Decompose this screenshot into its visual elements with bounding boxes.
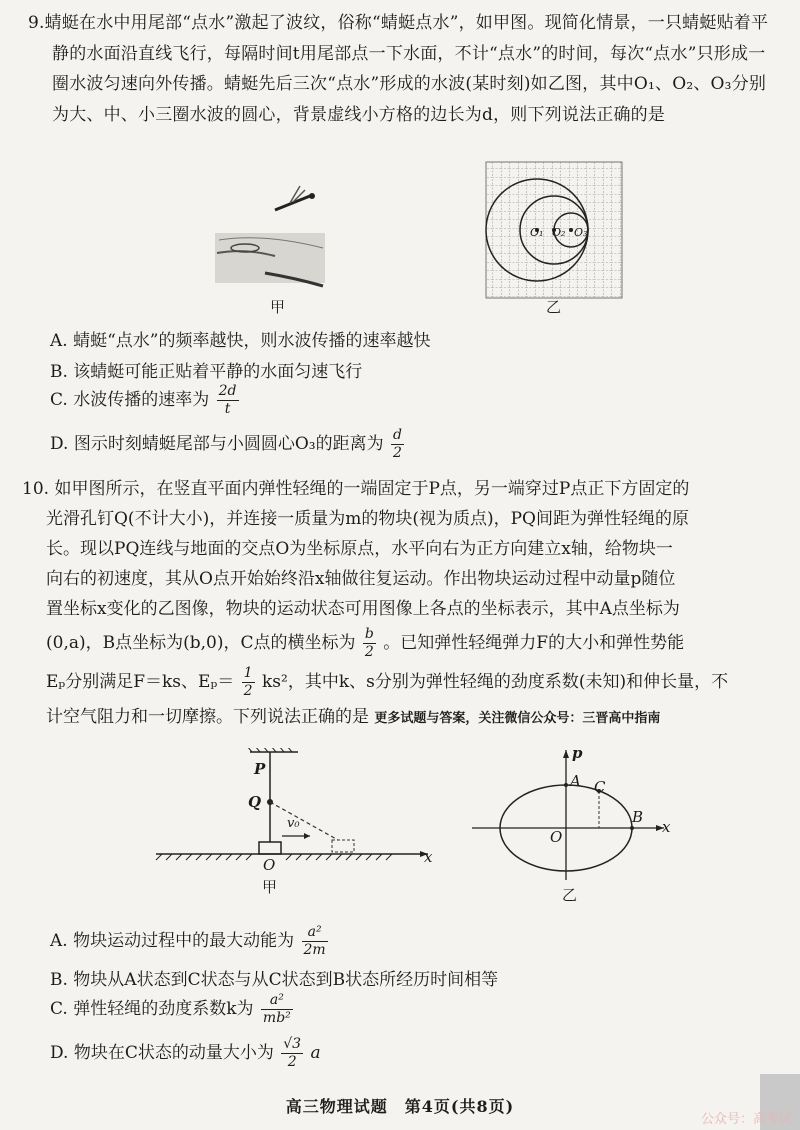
label-v0: v₀ bbox=[287, 816, 300, 831]
label-x-axis-yi: x bbox=[662, 818, 671, 836]
q10-line7-b: ks²，其中k、s分别为弹性轻绳的劲度系数(未知)和伸长量，不 bbox=[261, 672, 729, 692]
label-p: P bbox=[254, 760, 266, 778]
q9-option-d-text: D. 图示时刻蜻蜓尾部与小圆圆心O₃的距离为 bbox=[50, 434, 384, 454]
q10-option-d-suffix: a bbox=[310, 1043, 321, 1063]
q10-line3: 长。现以PQ连线与地面的交点O为坐标原点，水平向右为正方向建立x轴，给物块一 bbox=[46, 539, 673, 559]
label-p-axis: p bbox=[572, 744, 583, 762]
q9-option-c-text: C. 水波传播的速率为 bbox=[50, 390, 210, 410]
label-o-origin: O bbox=[263, 856, 276, 874]
q10-option-a-fraction bbox=[302, 924, 328, 959]
q10-option-b: B. 物块从A状态到C状态与从C状态到B状态所经历时间相等 bbox=[50, 970, 499, 990]
q10-line7-den: 2 bbox=[243, 683, 253, 699]
q10-option-c-text: C. 弹性轻绳的劲度系数k为 bbox=[50, 999, 254, 1019]
label-c-point: C bbox=[594, 778, 606, 796]
q10-line4: 向右的初速度，其从O点开始始终沿x轴做往复运动。作出物块运动过程中动量p随位 bbox=[46, 569, 676, 589]
page-footer: 高三物理试题 第4页(共8页) bbox=[285, 1097, 515, 1116]
q10-line6-suffix: 。已知弹性轻绳弹力F的大小和弹性势能 bbox=[383, 633, 685, 653]
q10-line5: 置坐标x变化的乙图像，物块的运动状态可用图像上各点的坐标表示，其中A点坐标为 bbox=[46, 599, 680, 619]
label-q: Q bbox=[248, 793, 262, 811]
q9-stem bbox=[28, 8, 780, 130]
q10-caption-yi: 乙 bbox=[562, 886, 578, 904]
q10-line2: 光滑孔钉Q(不计大小)，并连接一质量为m的物块(视为质点)，PQ间距为弹性轻绳的原 bbox=[46, 509, 689, 529]
q9-photo-jia bbox=[205, 178, 335, 298]
q10-line1: 10. 如甲图所示，在竖直平面内弹性轻绳的一端固定于P点，另一端穿过P点正下方固定的 bbox=[22, 479, 690, 499]
q10-momentum-ellipse-diagram bbox=[466, 748, 676, 888]
q9-option-c-num: 2d bbox=[218, 383, 237, 399]
q10-option-a-num: a² bbox=[302, 924, 328, 942]
label-b-point: B bbox=[632, 808, 644, 826]
q10-option-c-num: a² bbox=[261, 992, 293, 1010]
q10-option-a-den: 2m bbox=[303, 942, 326, 958]
q9-caption-jia: 甲 bbox=[270, 298, 286, 316]
q10-line8-text: 计空气阻力和一切摩擦。下列说法正确的是 bbox=[46, 707, 369, 727]
q10-line7-a: Eₚ分别满足F＝ks、Eₚ＝ bbox=[46, 672, 235, 692]
q10-line6-den: 2 bbox=[364, 644, 374, 660]
label-x-axis-jia: x bbox=[424, 848, 433, 866]
q9-option-c bbox=[50, 383, 241, 418]
q9-option-a: A. 蜻蜓“点水”的频率越快，则水波传播的速率越快 bbox=[50, 331, 431, 351]
q10-caption-jia: 甲 bbox=[262, 878, 278, 896]
q10-promo-note: 更多试题与答案，关注微信公众号：三晋高中指南 bbox=[374, 711, 661, 726]
q9-option-c-fraction bbox=[217, 383, 239, 418]
q10-line6 bbox=[22, 624, 782, 662]
q10-option-a-text: A. 物块运动过程中的最大动能为 bbox=[50, 931, 295, 951]
q10-option-d-num: √3 bbox=[283, 1036, 302, 1052]
q10-option-d-fraction bbox=[281, 1036, 303, 1071]
q10-option-c-fraction bbox=[261, 992, 293, 1027]
q10-line7 bbox=[22, 662, 782, 702]
label-o2: O₂ bbox=[552, 226, 566, 239]
q9-option-c-den: t bbox=[224, 401, 231, 417]
q10-option-d-text: D. 物块在C状态的动量大小为 bbox=[50, 1043, 274, 1063]
q10-line6-num: b bbox=[364, 626, 374, 642]
q10-line6-prefix: (0,a)，B点坐标为(b,0)，C点的横坐标为 bbox=[46, 633, 356, 653]
watermark: 公众号：高考试 bbox=[700, 1112, 792, 1127]
q10-option-c-den: mb² bbox=[262, 1010, 291, 1026]
label-o1: O₁ bbox=[530, 226, 544, 239]
q9-caption-yi: 乙 bbox=[546, 298, 562, 316]
q9-option-d bbox=[50, 427, 406, 462]
q9-option-d-fraction bbox=[391, 427, 404, 462]
label-a-point: A bbox=[570, 772, 581, 790]
q9-stem-text: 9.蜻蜓在水中用尾部“点水”激起了波纹，俗称“蜻蜓点水”，如甲图。现简化情景，一只蜻蜓贴着平静的水面沿直线飞行，每隔时间t用尾部点一下水面，不计“点水”的时间，每次“点水”只形成一圈水波匀速向外传播。蜻蜓先后三次“点水”形成的水波(某时刻)如乙图，其中O₁、O₂、O₃分别为大、中、小三圈水波的圆心，背景虚线小方格的边长为d，则下列说法正确的是 bbox=[28, 13, 769, 125]
q9-option-d-num: d bbox=[393, 427, 402, 443]
q10-line7-num: 1 bbox=[243, 665, 253, 681]
q10-option-d bbox=[50, 1036, 321, 1071]
q10-option-c bbox=[50, 992, 295, 1027]
q10-option-a bbox=[50, 924, 330, 959]
label-o3: O₃ bbox=[574, 226, 588, 239]
q9-option-b: B. 该蜻蜓可能正贴着平静的水面匀速飞行 bbox=[50, 362, 363, 382]
q10-rope-diagram bbox=[150, 748, 450, 876]
q10-option-d-den: 2 bbox=[287, 1054, 297, 1070]
q9-option-d-den: 2 bbox=[393, 445, 402, 461]
q10-line7-fraction bbox=[242, 665, 255, 700]
label-o-ellipse: O bbox=[550, 828, 563, 846]
q10-stem bbox=[22, 474, 782, 734]
q10-line6-fraction bbox=[363, 626, 376, 661]
q10-line8 bbox=[22, 702, 782, 734]
